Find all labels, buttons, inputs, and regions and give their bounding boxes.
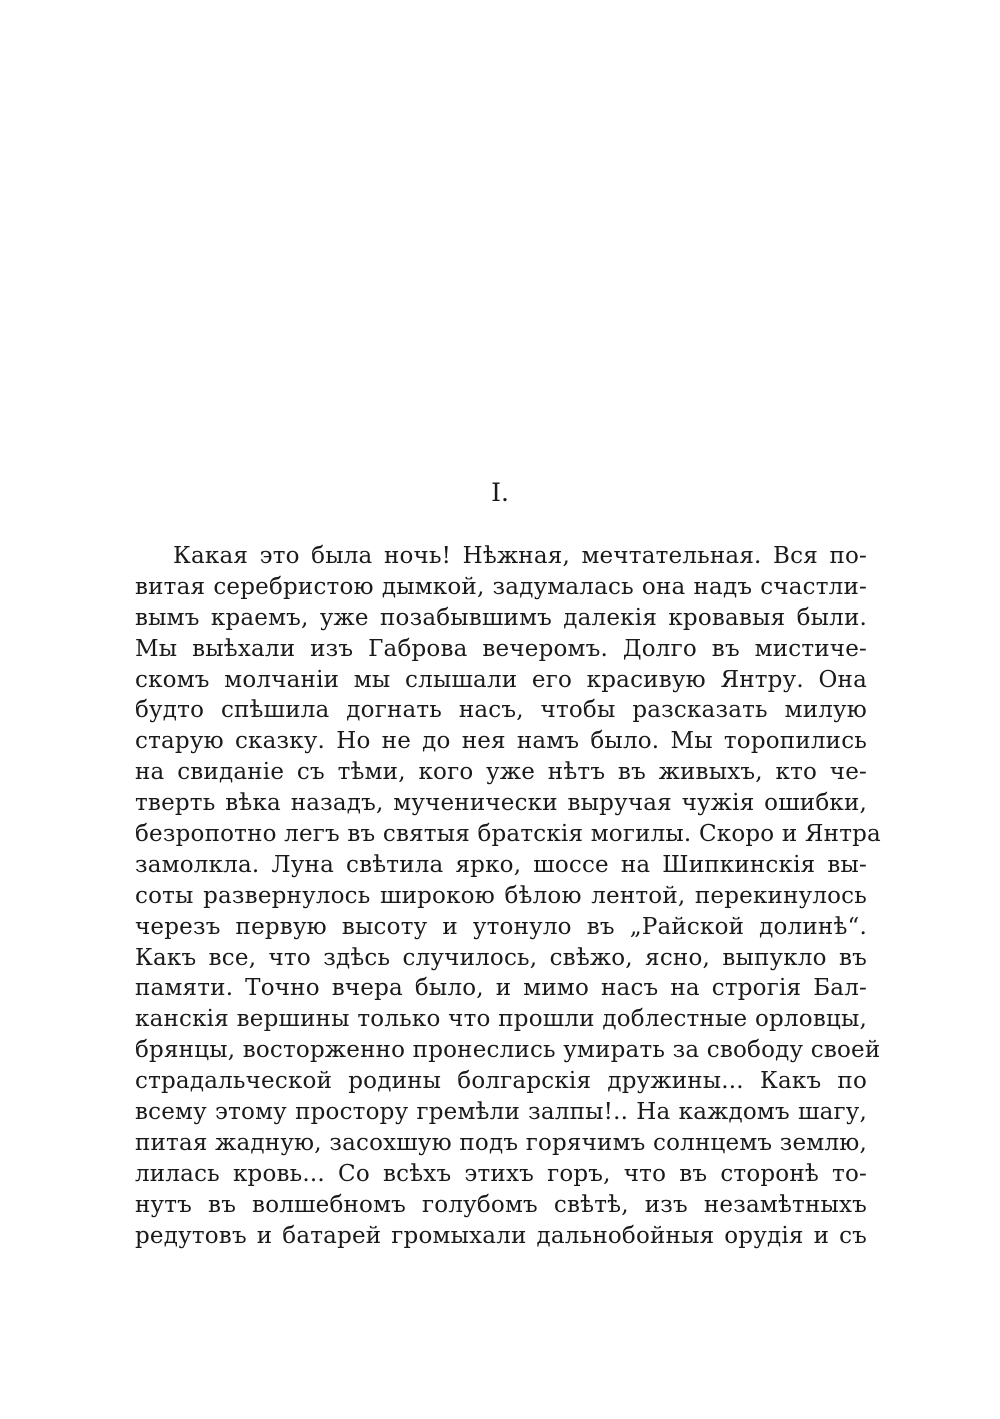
text-line: страдальческой родины болгарскія дружины... Какъ по — [135, 1068, 867, 1095]
text-line: витая серебристою дымкой, задумалась она надъ счастли- — [135, 573, 867, 600]
text-line: Какая это была ночь! Нѣжная, мечтательная. Вся по- — [173, 543, 867, 569]
text-line: старую сказку. Но не до нея намъ было. Мы торопились — [135, 728, 867, 755]
text-line: безропотно легъ въ святыя братскія могилы. Скоро и Янтра — [135, 821, 881, 848]
text-line: редутовъ и батарей громыхали дальнобойныя орудія и съ — [135, 1222, 867, 1249]
text-line: Мы выѣхали изъ Габрова вечеромъ. Долго въ мистиче- — [135, 635, 867, 662]
text-line: брянцы, восторженно пронеслись умирать за свободу своей — [135, 1037, 881, 1064]
chapter-number: I. — [491, 478, 509, 507]
text-line: соты развернулось широкою бѣлою лентой, перекинулось — [135, 882, 867, 909]
text-line: черезъ первую высоту и утонуло въ „Райской долинѣ“. — [135, 913, 867, 940]
text-line: тверть вѣка назадъ, мученически выручая чужія ошибки, — [135, 790, 867, 817]
text-line: канскія вершины только что прошли доблестные орловцы, — [135, 1006, 867, 1033]
text-line: замолкла. Луна свѣтила ярко, шоссе на Шипкинскія вы- — [135, 851, 867, 878]
text-line: на свиданіе съ тѣми, кого уже нѣтъ въ живыхъ, кто че- — [135, 759, 867, 786]
text-line: Какъ все, что здѣсь случилось, свѣжо, ясно, выпукло въ — [135, 944, 867, 971]
text-line: нутъ въ волшебномъ голубомъ свѣтѣ, изъ незамѣтныхъ — [135, 1191, 867, 1218]
text-line: вымъ краемъ, уже позабывшимъ далекія кровавыя были. — [135, 604, 867, 631]
body-paragraph — [135, 541, 881, 1251]
text-line: всему этому простору гремѣли залпы!.. На каждомъ шагу, — [135, 1099, 867, 1126]
text-line: питая жадную, засохшую подъ горячимъ солнцемъ землю, — [135, 1129, 867, 1156]
text-line: памяти. Точно вчера было, и мимо насъ на строгія Бал- — [135, 975, 867, 1002]
text-line: лилась кровь... Со всѣхъ этихъ горъ, что въ сторонѣ то- — [135, 1160, 867, 1187]
text-line: скомъ молчаніи мы слышали его красивую Янтру. Она — [135, 666, 867, 693]
text-line: будто спѣшила догнать насъ, чтобы разсказать милую — [135, 697, 867, 724]
